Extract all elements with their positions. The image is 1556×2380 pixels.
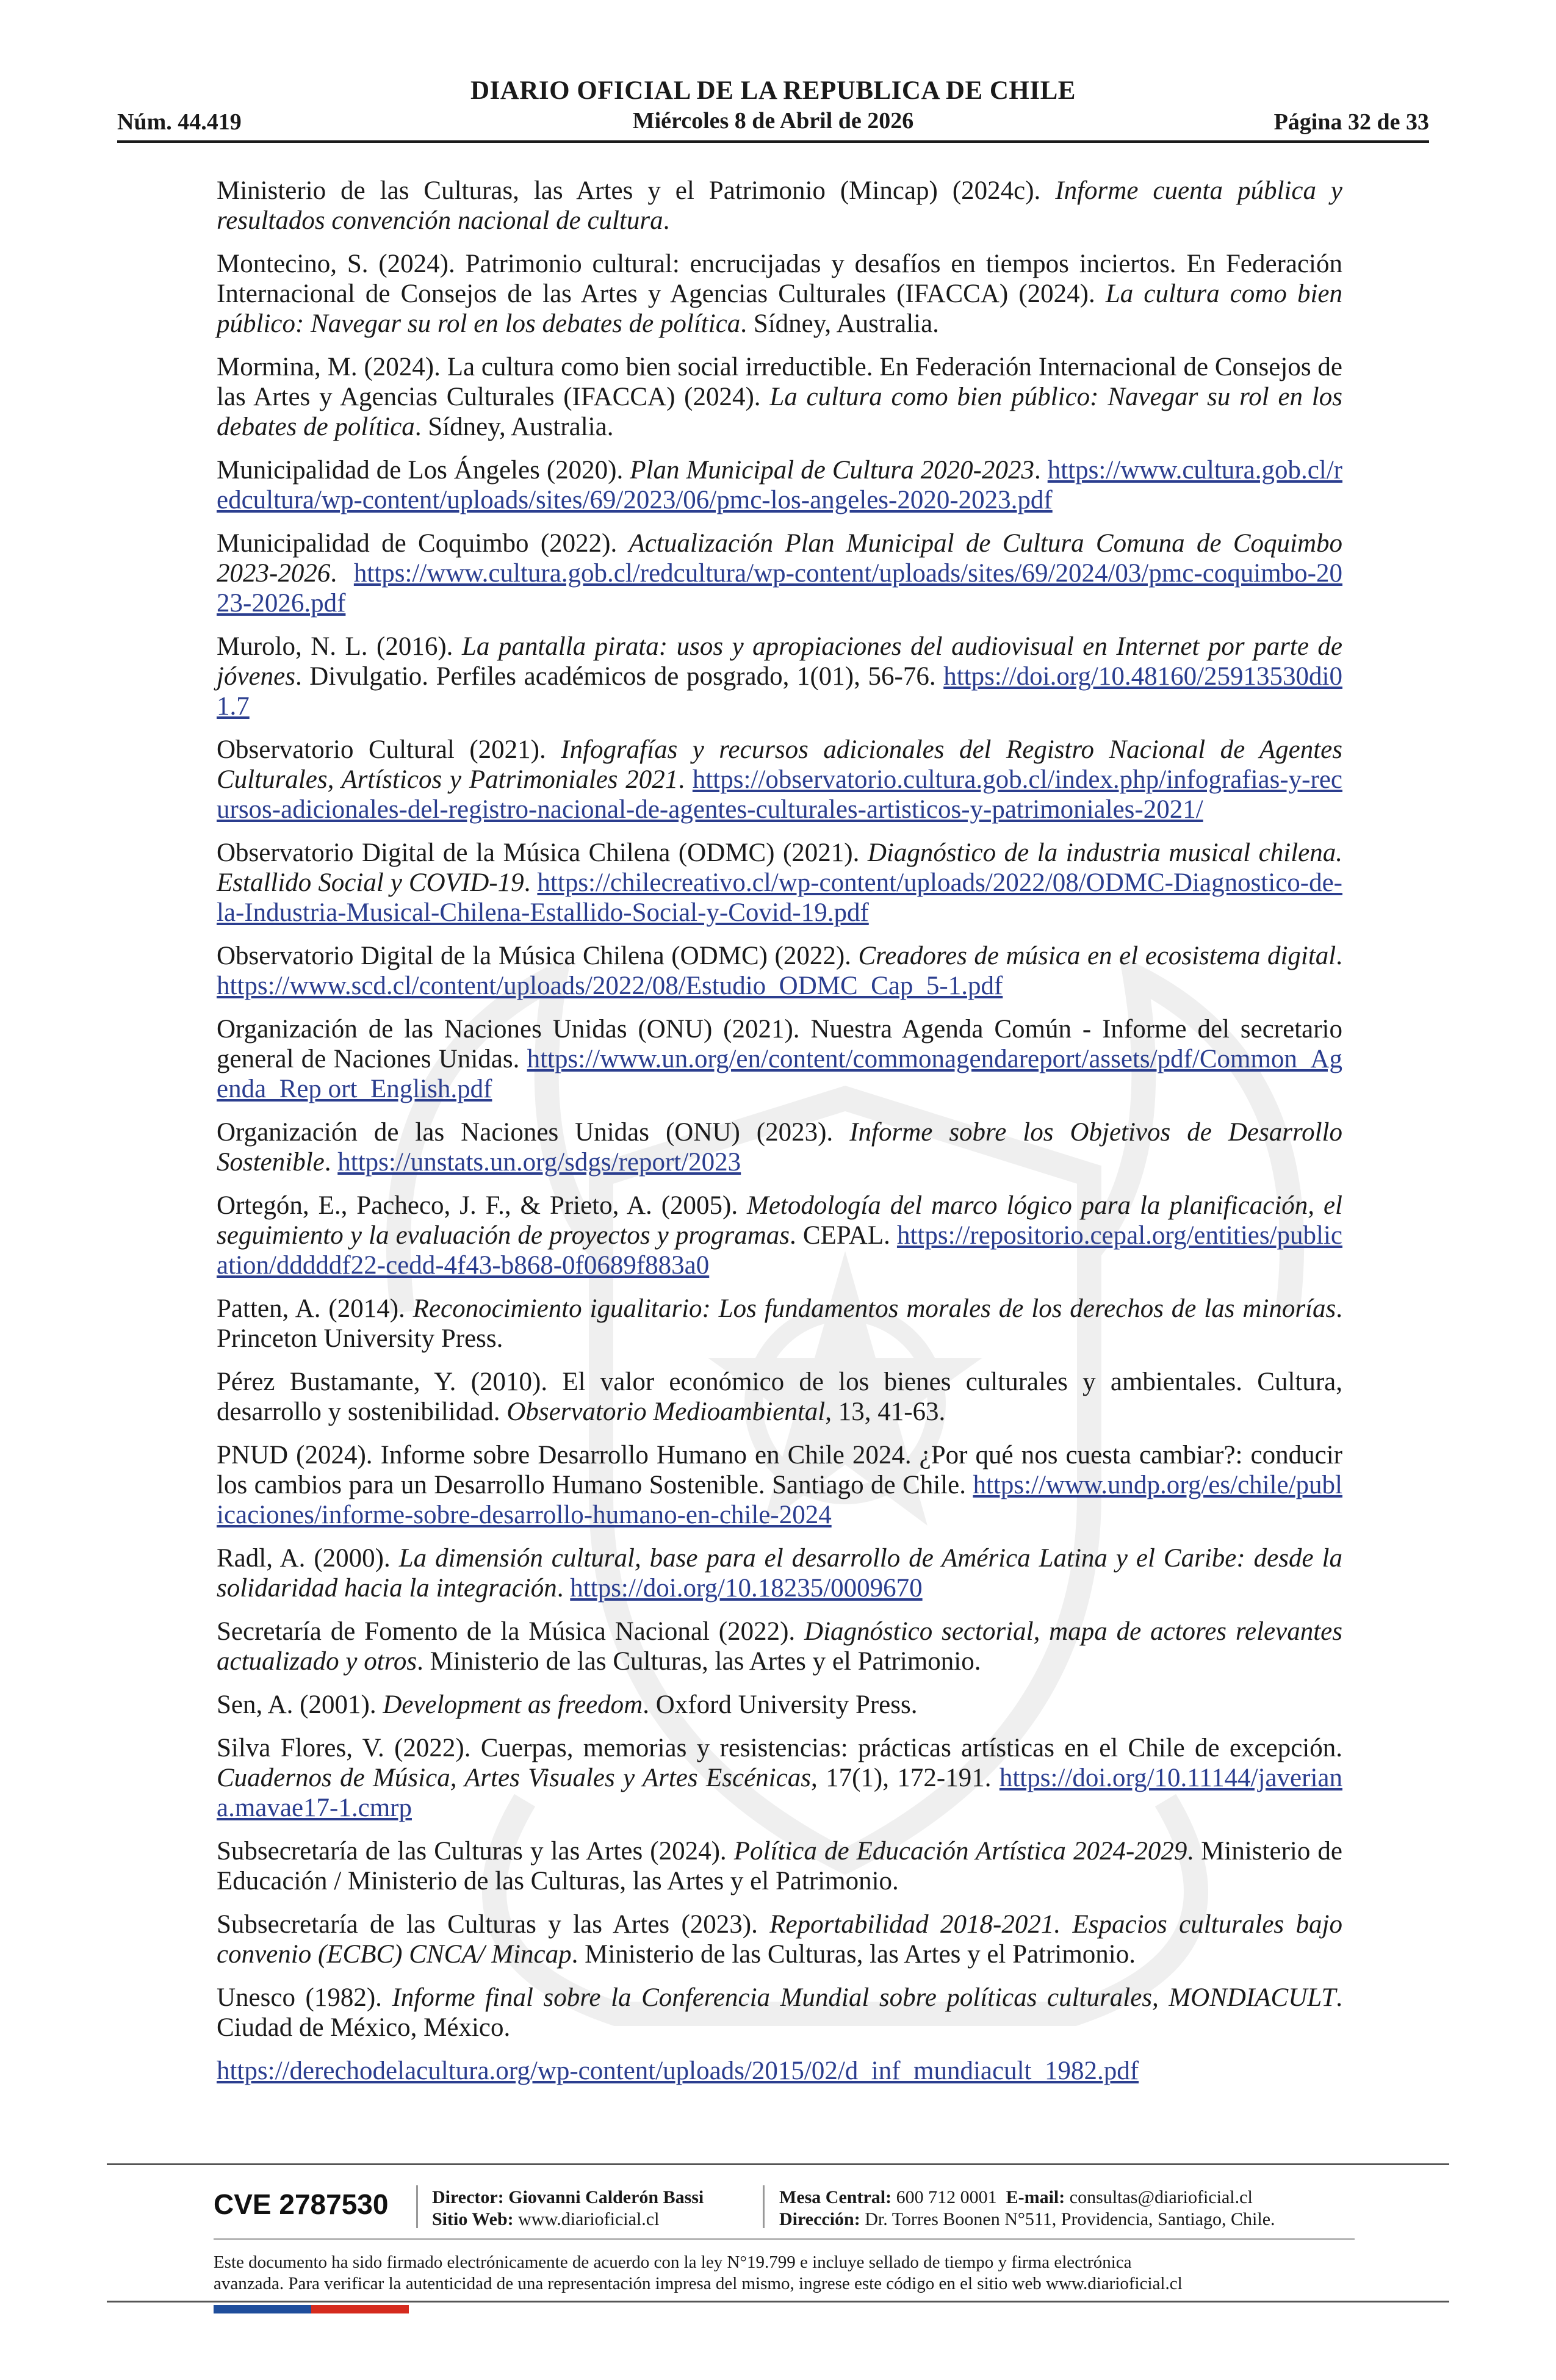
reference-entry: [217, 455, 1342, 515]
reference-entry: [217, 838, 1342, 928]
reference-entry: [217, 1690, 1342, 1720]
reference-text: Observatorio Cultural (2021).: [217, 735, 561, 764]
reference-text: .: [1034, 456, 1048, 485]
legal-notice: [214, 2252, 1373, 2295]
reference-text: . CEPAL.: [790, 1221, 897, 1250]
reference-title: La pantalla pirata: usos y apropiaciones del audiovisual en Internet por parte de jóvenes: [217, 632, 1343, 691]
reference-text: Unesco (1982).: [217, 1983, 392, 2012]
footer-top-divider: [107, 2163, 1449, 2165]
reference-text: .: [524, 868, 538, 897]
reference-link[interactable]: https://www.cultura.gob.cl/redcultura/wp-content/uploads/sites/69/2024/03/pmc-coquimbo-2023-2026.pdf: [217, 559, 1342, 618]
footer-director-block: [432, 2187, 704, 2230]
reference-entry: [217, 1014, 1342, 1104]
reference-text: . Sídney, Australia.: [740, 309, 939, 338]
reference-text: Subsecretaría de las Culturas y las Artes (2023).: [217, 1910, 770, 1939]
reference-entry: [217, 1909, 1342, 1969]
page-footer: [107, 2163, 1449, 2346]
reference-entry: [217, 1440, 1342, 1530]
reference-text: Silva Flores, V. (2022). Cuerpas, memorias y resistencias: prácticas artísticas en el Chile de excepción.: [217, 1734, 1342, 1762]
reference-link[interactable]: https://unstats.un.org/sdgs/report/2023: [337, 1148, 741, 1177]
reference-entry: [217, 1733, 1342, 1823]
phone-value: 600 712 0001: [896, 2187, 997, 2207]
reference-text: Ortegón, E., Pacheco, J. F., & Prieto, A. (2005).: [217, 1191, 747, 1220]
reference-text: . Ministerio de las Culturas, las Artes y el Patrimonio.: [571, 1940, 1136, 1969]
reference-text: . Divulgatio. Perfiles académicos de posgrado, 1(01), 56-76.: [295, 662, 944, 691]
reference-entry: [217, 1294, 1342, 1354]
reference-text: Observatorio Digital de la Música Chilena (ODMC) (2021).: [217, 838, 868, 867]
reference-entry: [217, 249, 1342, 339]
reference-title: Informe final sobre la Conferencia Mundial sobre políticas culturales, MONDIACULT: [392, 1983, 1336, 2012]
reference-title: Diagnóstico de la industria musical chilena. Estallido Social y COVID-19: [217, 838, 1342, 897]
footer-separator: [416, 2185, 418, 2228]
reference-text: . Princeton University Press.: [217, 1294, 1342, 1353]
footer-bottom-divider: [107, 2301, 1449, 2302]
address-value: Dr. Torres Boonen N°511, Providencia, Santiago, Chile.: [865, 2209, 1275, 2229]
reference-text: Organización de las Naciones Unidas (ONU) (2021). Nuestra Agenda Común - Informe del secretario general de Naciones Unidas.: [217, 1015, 1342, 1073]
reference-text: . Sídney, Australia.: [414, 413, 614, 441]
reference-text: Municipalidad de Los Ángeles (2020).: [217, 456, 630, 485]
reference-text: Sen, A. (2001).: [217, 1690, 383, 1719]
reference-entry: [217, 941, 1342, 1001]
reference-link[interactable]: https://www.cultura.gob.cl/redcultura/wp-content/uploads/sites/69/2023/06/pmc-los-angeles-2020-2023.pdf: [217, 456, 1343, 514]
reference-title: Plan Municipal de Cultura 2020-2023: [630, 456, 1034, 485]
director-label: Director:: [432, 2187, 504, 2207]
reference-text: . Ciudad de México, México.: [217, 1983, 1342, 2042]
email-label: E-mail:: [1006, 2187, 1065, 2207]
reference-link[interactable]: https://www.scd.cl/content/uploads/2022/08/Estudio_ODMC_Cap_5-1.pdf: [217, 972, 1003, 1000]
address-label: Dirección:: [779, 2209, 860, 2229]
reference-text: Radl, A. (2000).: [217, 1544, 399, 1573]
reference-title: Reconocimiento igualitario: Los fundamentos morales de los derechos de las minorías: [412, 1294, 1336, 1323]
reference-text: Montecino, S. (2024). Patrimonio cultural: encrucijadas y desafíos en tiempos inciertos. En Federación Internacional de Consejos de las Artes y Agencias Culturales (IFACCA) (2024).: [217, 250, 1342, 308]
reference-text: . Ministerio de Educación / Ministerio de las Culturas, las Artes y el Patrimonio.: [217, 1837, 1343, 1895]
reference-link[interactable]: https://repositorio.cepal.org/entities/publication/dddddf22-cedd-4f43-b868-0f0689f883a0: [217, 1221, 1343, 1280]
reference-text: .: [330, 559, 354, 588]
reference-title: Development as freedom: [383, 1690, 643, 1719]
reference-title: Creadores de música en el ecosistema digital: [858, 942, 1336, 970]
reference-title: Infografías y recursos adicionales del Registro Nacional de Agentes Culturales, Artísticos y Patrimoniales 2021: [217, 735, 1342, 794]
flag-stripe-red: [311, 2305, 409, 2313]
reference-text: Murolo, N. L. (2016).: [217, 632, 462, 661]
reference-entry: [217, 528, 1342, 618]
reference-text: Observatorio Digital de la Música Chilena (ODMC) (2022).: [217, 942, 859, 970]
footer-contact-block: [779, 2187, 1275, 2230]
reference-entry: [217, 1367, 1342, 1427]
reference-link[interactable]: https://chilecreativo.cl/wp-content/uploads/2022/08/ODMC-Diagnostico-de-la-Industria-Musical-Chilena-Estallido-Social-y-Covid-19.pdf: [217, 868, 1343, 927]
reference-link[interactable]: https://derechodelacultura.org/wp-content/uploads/2015/02/d_inf_mundiacult_1982.pdf: [217, 2057, 1139, 2085]
reference-entry: [217, 1617, 1342, 1676]
reference-title: Informe sobre los Objetivos de Desarrollo Sostenible: [217, 1118, 1342, 1177]
reference-text: .: [556, 1574, 571, 1603]
newspaper-title: DIARIO OFICIAL DE LA REPUBLICA DE CHILE: [470, 76, 1076, 105]
reference-link[interactable]: https://observatorio.cultura.gob.cl/index.php/infografias-y-recursos-adicionales-del-registro-nacional-de-agentes-culturales-artisticos-y-patrimoniales-2021/: [217, 765, 1342, 824]
reference-title: La cultura como bien público: Navegar su rol en los debates de política: [217, 383, 1342, 441]
issue-number: Núm. 44.419: [117, 109, 242, 135]
reference-text: PNUD (2024). Informe sobre Desarrollo Humano en Chile 2024. ¿Por qué nos cuesta cambiar?: conducir los cambios para un Desarrollo Humano Sostenible. Santiago de Chile.: [217, 1441, 1342, 1499]
footer-mid-divider: [214, 2238, 1355, 2240]
reference-text: , 13, 41-63.: [825, 1397, 946, 1426]
director-name: Giovanni Calderón Bassi: [508, 2187, 704, 2207]
reference-entry: [217, 1117, 1342, 1177]
reference-link[interactable]: https://www.un.org/en/content/commonagendareport/assets/pdf/Common_Agenda_Rep ort_English.pdf: [217, 1045, 1342, 1103]
reference-text: Secretaría de Fomento de la Música Nacional (2022).: [217, 1617, 805, 1646]
reference-title: La dimensión cultural, base para el desarrollo de América Latina y el Caribe: desde la solidaridad hacia la integración: [217, 1544, 1342, 1603]
reference-text: Organización de las Naciones Unidas (ONU) (2023).: [217, 1118, 850, 1147]
reference-title: Diagnóstico sectorial, mapa de actores relevantes actualizado y otros: [217, 1617, 1342, 1676]
reference-text: .: [663, 206, 670, 235]
reference-title: Política de Educación Artística 2024-2029: [733, 1837, 1187, 1866]
reference-text: .: [1336, 942, 1342, 970]
reference-title: La cultura como bien público: Navegar su rol en los debates de política: [217, 279, 1342, 338]
legal-line: Este documento ha sido firmado electrónicamente de acuerdo con la ley N°19.799 e incluye sellado de tiempo y firma electrónica: [214, 2252, 1132, 2272]
reference-entry: [217, 176, 1342, 236]
reference-link[interactable]: https://www.undp.org/es/chile/publicaciones/informe-sobre-desarrollo-humano-en-chile-2024: [217, 1471, 1342, 1529]
legal-line: avanzada. Para verificar la autenticidad de una representación impresa del mismo, ingrese este código en el sitio web www.diarioficial.cl: [214, 2274, 1183, 2293]
header-divider: [117, 140, 1429, 143]
reference-title: Cuadernos de Música, Artes Visuales y Artes Escénicas: [217, 1764, 811, 1792]
reference-entry: [217, 735, 1342, 824]
website-link[interactable]: www.diarioficial.cl: [518, 2209, 660, 2229]
issue-date: Miércoles 8 de Abril de 2026: [632, 108, 914, 134]
reference-text: Subsecretaría de las Culturas y las Artes (2024).: [217, 1837, 734, 1866]
cve-code: CVE 2787530: [214, 2188, 389, 2220]
reference-entry: [217, 1191, 1342, 1280]
phone-label: Mesa Central:: [779, 2187, 892, 2207]
reference-text: Patten, A. (2014).: [217, 1294, 413, 1323]
reference-entry: [217, 352, 1342, 442]
reference-text: Ministerio de las Culturas, las Artes y el Patrimonio (Mincap) (2024c).: [217, 176, 1056, 205]
reference-text: .: [678, 765, 693, 794]
reference-title: Informe cuenta pública y resultados convención nacional de cultura: [217, 176, 1342, 235]
reference-entry: [217, 1836, 1342, 1896]
reference-link[interactable]: https://doi.org/10.48160/25913530di01.7: [217, 662, 1342, 721]
reference-entry: [217, 2056, 1342, 2086]
reference-title: Metodología del marco lógico para la planificación, el seguimiento y la evaluación de proyectos y programas: [217, 1191, 1342, 1250]
website-label: Sitio Web:: [432, 2209, 514, 2229]
footer-separator: [763, 2185, 765, 2228]
reference-list: [217, 176, 1342, 2099]
reference-text: Municipalidad de Coquimbo (2022).: [217, 529, 629, 558]
reference-text: . Oxford University Press.: [643, 1690, 918, 1719]
reference-entry: [217, 1983, 1342, 2043]
email-link[interactable]: consultas@diarioficial.cl: [1069, 2187, 1253, 2207]
reference-text: . Ministerio de las Culturas, las Artes y el Patrimonio.: [417, 1647, 981, 1676]
reference-title: Reportabilidad 2018-2021. Espacios culturales bajo convenio (ECBC) CNCA/ Mincap: [217, 1910, 1343, 1969]
reference-text: Pérez Bustamante, Y. (2010). El valor económico de los bienes culturales y ambientales. Cultura, desarrollo y sostenibilidad.: [217, 1368, 1342, 1426]
reference-link[interactable]: https://doi.org/10.18235/0009670: [570, 1574, 923, 1603]
reference-text: .: [324, 1148, 338, 1177]
reference-text: Mormina, M. (2024). La cultura como bien social irreductible. En Federación Internacional de Consejos de las Artes y Agencias Culturales (IFACCA) (2024).: [217, 353, 1342, 411]
reference-link[interactable]: https://doi.org/10.11144/javeriana.mavae17-1.cmrp: [217, 1764, 1342, 1822]
reference-title: Actualización Plan Municipal de Cultura Comuna de Coquimbo 2023-2026: [217, 529, 1343, 588]
flag-stripe-blue: [214, 2305, 311, 2313]
reference-title: Observatorio Medioambiental: [506, 1397, 826, 1426]
reference-entry: [217, 1543, 1342, 1603]
page-header: [117, 72, 1429, 143]
page-number: Página 32 de 33: [1273, 109, 1429, 135]
reference-entry: [217, 632, 1342, 721]
reference-text: , 17(1), 172-191.: [810, 1764, 1000, 1792]
